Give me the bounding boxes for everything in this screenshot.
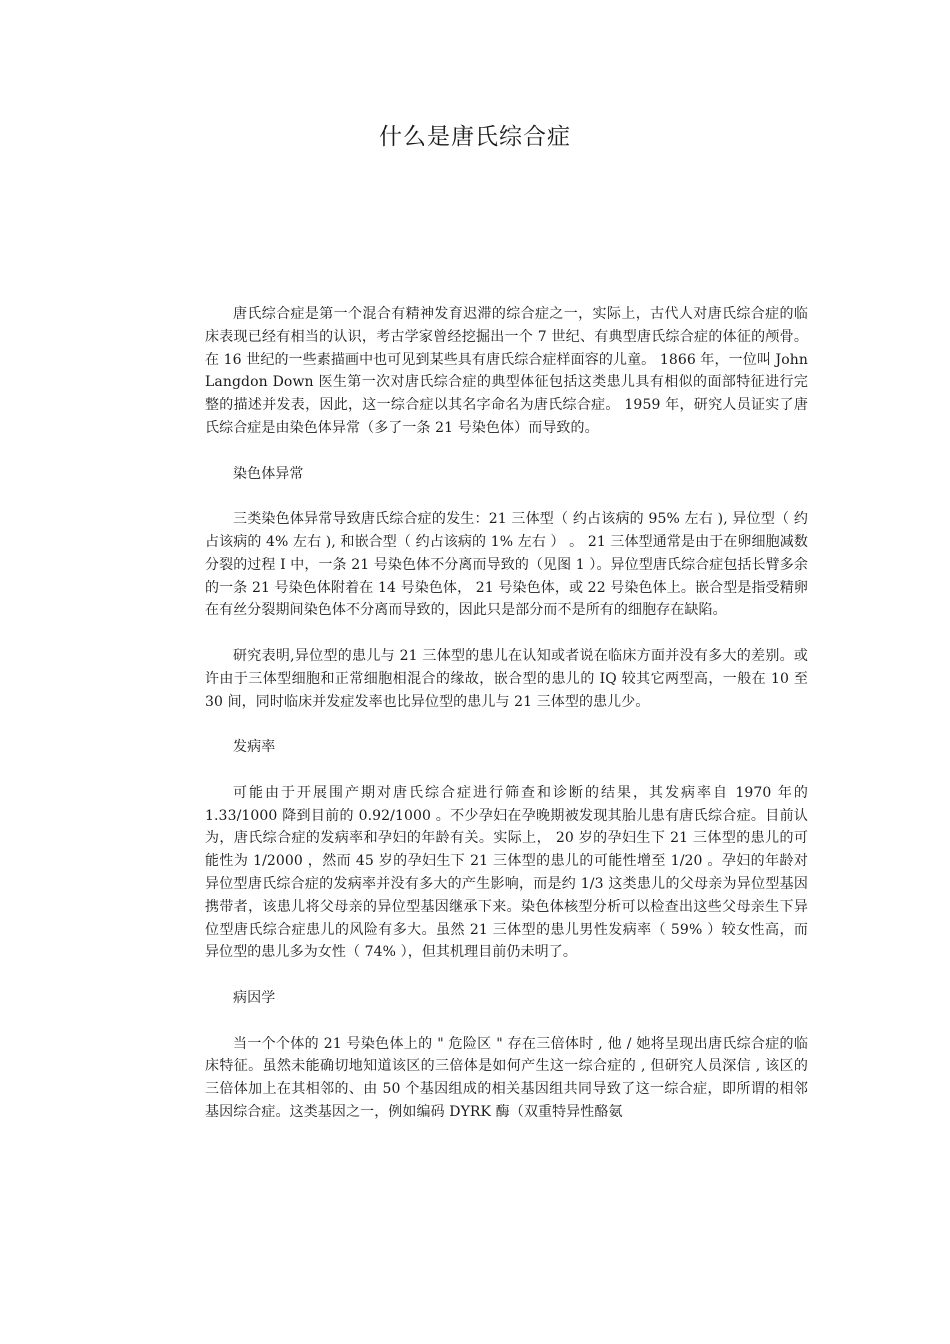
intro-paragraph: 唐氏综合症是第一个混合有精神发育迟滞的综合症之一，实际上，古代人对唐氏综合症的临床表现已经有相当的认识，考古学家曾经挖掘出一个 7 世纪、有典型唐氏综合症的体征的颅骨。在 16 世纪的一些素描画中也可见到某些具有唐氏综合症样面容的儿童。 1866 年，一位叫 John Langdon Down 医生第一次对唐氏综合症的典型体征包括这类患儿具有相似的面部特征进行完整的描述并发表，因此，这一综合症以其名字命名为唐氏综合症。 1959 年，研究人员证实了唐氏综合症是由染色体异常（多了一条 21 号染色体）而导致的。 <box>205 306 808 436</box>
paragraph: 研究表明,异位型的患儿与 21 三体型的患儿在认知或者说在临床方面并没有多大的差别。或许由于三体型细胞和正常细胞相混合的缘故，嵌合型的患儿的 IQ 较其它两型高，一般在 10 至 30 间，同时临床并发症发率也比异位型的患儿与 21 三体型的患儿少。 <box>205 647 808 710</box>
section-heading-chromosome: 染色体异常 <box>233 465 304 482</box>
paragraph: 当一个个体的 21 号染色体上的 " 危险区 " 存在三倍体时 , 他 / 她将呈现出唐氏综合症的临床特征。虽然未能确切地知道该区的三倍体是如何产生这一综合症的 , 但研究人员深信 , 该区的三倍体加上在其相邻的、由 50 个基因组成的相关基因组共同导致了这一综合症，即所谓的相邻基因综合症。这类基因之一，例如编码 DYRK 酶（双重特异性酪氨 <box>205 1035 808 1120</box>
section-heading-incidence: 发病率 <box>233 739 276 756</box>
paragraph: 三类染色体异常导致唐氏综合症的发生：21 三体型（ 约占该病的 95% 左右 ), 异位型（ 约占该病的 4% 左右 ), 和嵌合型（ 约占该病的 1% 左右 ） 。 21 三体型通常是由于在卵细胞减数分裂的过程 I 中，一条 21 号染色体不分离而导致的（见图 1 ）。异位型唐氏综合症包括长臂多余的一条 21 号染色体附着在 14 号染色体， 21 号染色体，或 22 号染色体上。嵌合型是指受精卵在有丝分裂期间染色体不分离而导致的，因此只是部分而不是所有的细胞存在缺陷。 <box>205 511 808 619</box>
paragraph: 可能由于开展围产期对唐氏综合症进行筛查和诊断的结果，其发病率自 1970 年的 1.33/1000 降到目前的 0.92/1000 。不少孕妇在孕晚期被发现其胎儿患有唐氏综合症。目前认为，唐氏综合症的发病率和孕妇的年龄有关。实际上， 20 岁的孕妇生下 21 三体型的患儿的可能性为 1/2000 ，然而 45 岁的孕妇生下 21 三体型的患儿的可能性增至 1/20 。孕妇的年龄对异位型唐氏综合症的发病率并没有多大的产生影响，而是约 1/3 这类患儿的父母亲为异位型基因携带者，该患儿将父母亲的异位型基因继承下来。染色体核型分析可以检查出这些父母亲生下异位型唐氏综合症患儿的风险有多大。虽然 21 三体型的患儿男性发病率（ 59% ）较女性高，而异位型的患儿多为女性（ 74% ），但其机理目前仍未明了。 <box>205 784 808 961</box>
section-heading-etiology: 病因学 <box>233 989 276 1006</box>
document-title: 什么是唐氏综合症 <box>379 124 571 150</box>
document-body <box>205 303 808 1146</box>
